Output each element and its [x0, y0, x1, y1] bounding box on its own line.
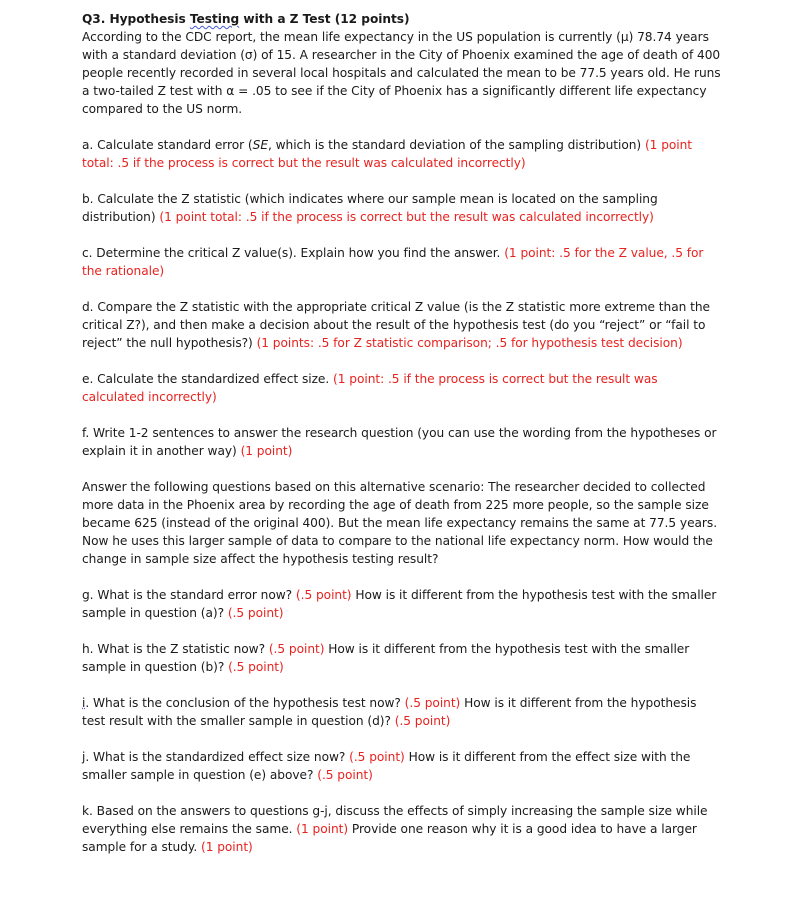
item-c-points: (1 point: .5 for the Z value, .5 for the rationale)	[82, 246, 704, 278]
title-word-testing: Testing	[189, 12, 240, 26]
question-title	[82, 10, 722, 28]
item-f-points: (1 point)	[240, 444, 293, 458]
item-j	[82, 748, 722, 784]
item-h-points-1: (.5 point)	[268, 642, 325, 656]
item-b-points: (1 point total: .5 if the process is correct but the result was calculated incorrectly)	[159, 210, 654, 224]
item-i-text-2: How is it different from the hypothesis test result with the smaller sample in question (d)?	[82, 696, 697, 728]
item-b	[82, 190, 722, 226]
item-i-points-2: (.5 point)	[394, 714, 451, 728]
title-suffix: with a Z Test (12 points)	[239, 12, 410, 26]
question-intro: According to the CDC report, the mean life expectancy in the US population is currently (μ) 78.74 years with a standard deviation (σ) of 15. A researcher in the City of Phoenix examined the age of death of 400 people recently recorded in several local hospitals and calculated the mean to be 77.5 years old. He runs a two-tailed Z test with α = .05 to see if the City of Phoenix has a significantly different life expectancy compared to the US norm.	[82, 30, 721, 116]
item-j-text-2: How is it different from the effect size with the smaller sample in question (e) above?	[82, 750, 691, 782]
item-i-points-1: (.5 point)	[404, 696, 461, 710]
item-i	[82, 694, 722, 730]
item-g-points-2: (.5 point)	[227, 606, 284, 620]
item-d	[82, 298, 722, 352]
item-e	[82, 370, 722, 406]
item-f-text: f. Write 1-2 sentences to answer the research question (you can use the wording from the hypotheses or explain it in another way)	[82, 426, 717, 458]
item-a	[82, 136, 722, 172]
item-k-points-1: (1 point)	[296, 822, 349, 836]
question-header	[82, 10, 722, 118]
item-k	[82, 802, 722, 856]
item-a-text-2: , which is the standard deviation of the sampling distribution)	[267, 138, 645, 152]
title-prefix: Q3. Hypothesis	[82, 12, 190, 26]
alternative-scenario: Answer the following questions based on this alternative scenario: The researcher decided to collected more data in the Phoenix area by recording the age of death from 225 more people, so the sample size became 625 (instead of the original 400). But the mean life expectancy remains the same at 77.5 years. Now he uses this larger sample of data to compare to the national life expectancy norm. How would the change in sample size affect the hypothesis testing result?	[82, 480, 718, 566]
item-e-text: e. Calculate the standardized effect size.	[82, 372, 334, 386]
item-a-text: a. Calculate standard error (	[82, 138, 253, 152]
item-h	[82, 640, 722, 676]
item-g-points-1: (.5 point)	[295, 588, 352, 602]
item-h-text-2: How is it different from the hypothesis test with the smaller sample in question (b)?	[82, 642, 690, 674]
item-c-text: c. Determine the critical Z value(s). Explain how you find the answer.	[82, 246, 505, 260]
item-e-points: (1 point: .5 if the process is correct but the result was calculated incorrectly)	[82, 372, 658, 404]
item-a-se: SE	[252, 138, 268, 152]
item-k-text: k. Based on the answers to questions g-j, discuss the effects of simply increasing the sample size while everything else remains the same.	[82, 804, 708, 836]
item-f	[82, 424, 722, 460]
item-h-text: h. What is the Z statistic now?	[82, 642, 269, 656]
item-d-points: (1 points: .5 for Z statistic comparison; .5 for hypothesis test decision)	[256, 336, 683, 350]
item-b-text: b. Calculate the Z statistic (which indicates where our sample mean is located on the sampling distribution)	[82, 192, 658, 224]
item-j-points-1: (.5 point)	[349, 750, 405, 764]
item-i-letter: i	[82, 696, 86, 710]
item-a-points: (1 point total: .5 if the process is correct but the result was calculated incorrectly)	[82, 138, 693, 170]
item-j-text: j. What is the standardized effect size now?	[82, 750, 350, 764]
document	[82, 10, 722, 856]
item-h-points-2: (.5 point)	[228, 660, 284, 674]
item-k-text-2: Provide one reason why it is a good idea to have a larger sample for a study.	[82, 822, 697, 854]
item-g	[82, 586, 722, 622]
item-g-text: g. What is the standard error now?	[82, 588, 296, 602]
item-c	[82, 244, 722, 280]
item-i-text: . What is the conclusion of the hypothesis test now?	[85, 696, 405, 710]
item-j-points-2: (.5 point)	[317, 768, 373, 782]
item-k-points-2: (1 point)	[200, 840, 253, 854]
item-d-text: d. Compare the Z statistic with the appropriate critical Z value (is the Z statistic more extreme than the critical Z?), and then make a decision about the result of the hypothesis test (do you “reject” or “fail to reject” the null hypothesis?)	[82, 300, 710, 350]
item-g-text-2: How is it different from the hypothesis test with the smaller sample in question (a)?	[82, 588, 717, 620]
